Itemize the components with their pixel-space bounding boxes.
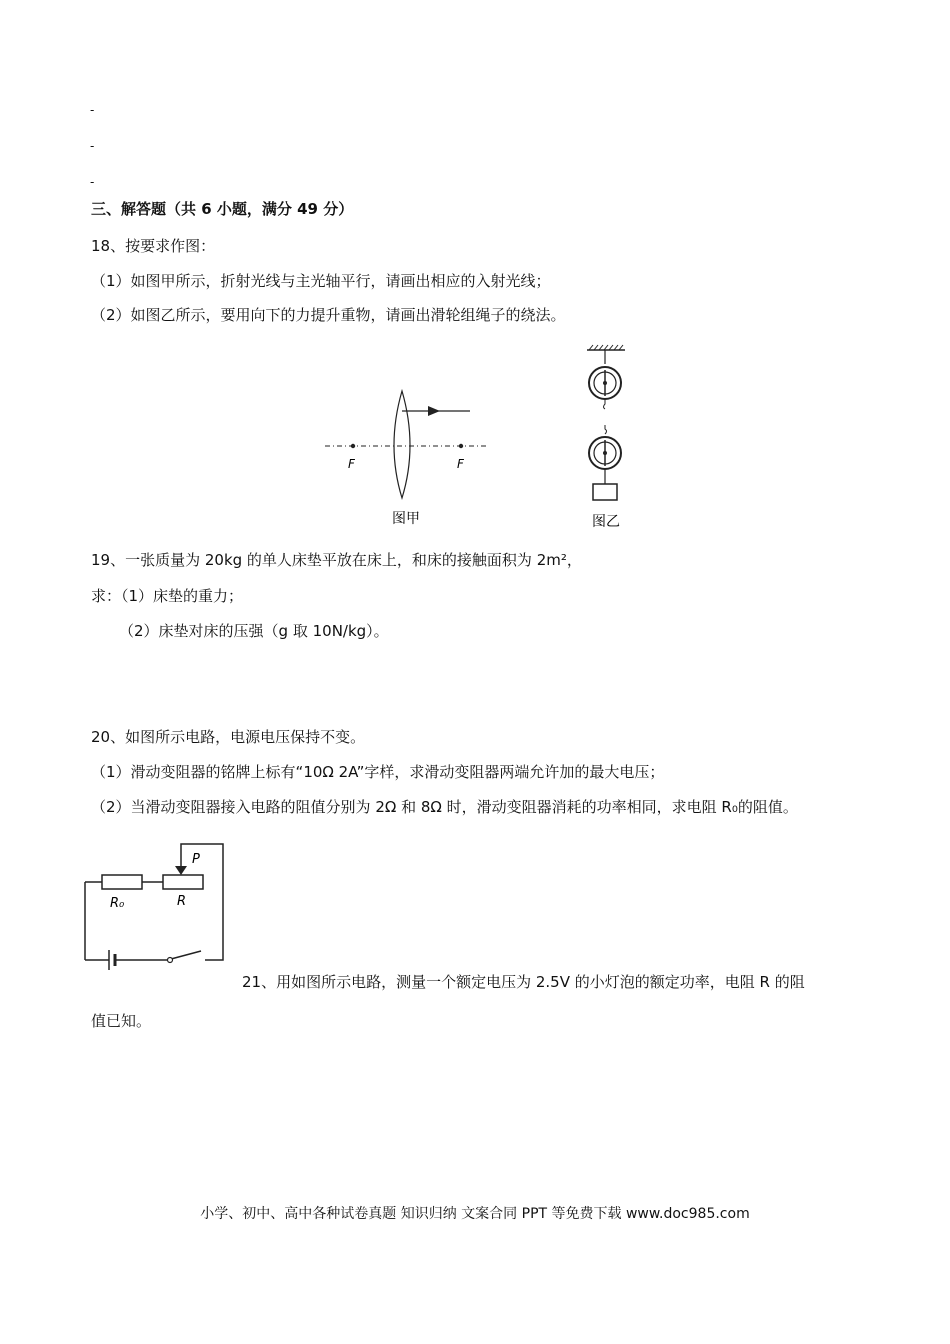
footer-text: 小学、初中、高中各种试卷真题 知识归纳 文案合同 PPT 等免费下载 www.doc985.com	[200, 1206, 750, 1222]
section-title: 三、解答题（共 6 小题，满分 49 分）	[91, 200, 354, 218]
stray-mark: -	[90, 103, 95, 117]
stray-mark: -	[90, 139, 95, 153]
fixed-pulley-axle	[603, 381, 607, 385]
ray-arrow-icon	[428, 406, 440, 416]
focus-label-left: F	[348, 457, 355, 471]
focus-point-right	[459, 444, 463, 448]
switch-contact	[168, 958, 173, 963]
fixed-pulley-hook-icon	[604, 399, 606, 409]
q19-stem: 19、一张质量为 20kg 的单人床垫平放在床上，和床的接触面积为 2m²，	[91, 551, 582, 569]
convex-lens	[394, 391, 410, 498]
slider-wire	[181, 844, 223, 960]
q18-part2: （2）如图乙所示，要用向下的力提升重物，请画出滑轮组绳子的绕法。	[91, 306, 566, 324]
focus-label-right: F	[457, 457, 464, 471]
slider-arrow-icon	[175, 866, 187, 875]
q20-stem: 20、如图所示电路，电源电压保持不变。	[91, 728, 366, 746]
movable-pulley-hook-icon	[605, 425, 607, 434]
figure-caption-b: 图乙	[592, 514, 620, 530]
resistor-r0	[102, 875, 142, 889]
figure-caption-a: 图甲	[392, 511, 420, 527]
q19-part1: 求：（1）床垫的重力；	[91, 587, 244, 605]
label-r0: R₀	[110, 896, 125, 911]
label-r: R	[177, 894, 187, 909]
q19-part2: （2）床垫对床的压强（g 取 10N/kg）。	[119, 622, 389, 640]
lens-figure	[320, 388, 495, 536]
q18-part1: （1）如图甲所示，折射光线与主光轴平行，请画出相应的入射光线；	[91, 272, 551, 290]
rheostat-r	[163, 875, 203, 889]
movable-pulley-axle	[603, 451, 607, 455]
q21-line1: 21、用如图所示电路，测量一个额定电压为 2.5V 的小灯泡的额定功率，电阻 R 的阻	[242, 973, 805, 991]
q18-stem: 18、按要求作图：	[91, 237, 216, 255]
pulley-figure	[580, 344, 632, 536]
label-p: P	[192, 852, 200, 867]
focus-point-left	[351, 444, 355, 448]
switch-lever	[171, 951, 201, 959]
q20-part1: （1）滑动变阻器的铭牌上标有“10Ω 2A”字样，求滑动变阻器两端允许加的最大电压；	[91, 763, 665, 781]
weight-block	[593, 484, 617, 500]
q21-line2: 值已知。	[91, 1012, 152, 1030]
circuit-diagram	[80, 838, 230, 970]
q20-part2: （2）当滑动变阻器接入电路的阻值分别为 2Ω 和 8Ω 时，滑动变阻器消耗的功率相同，求电阻 R₀的阻值。	[91, 798, 798, 816]
stray-mark: -	[90, 175, 95, 189]
